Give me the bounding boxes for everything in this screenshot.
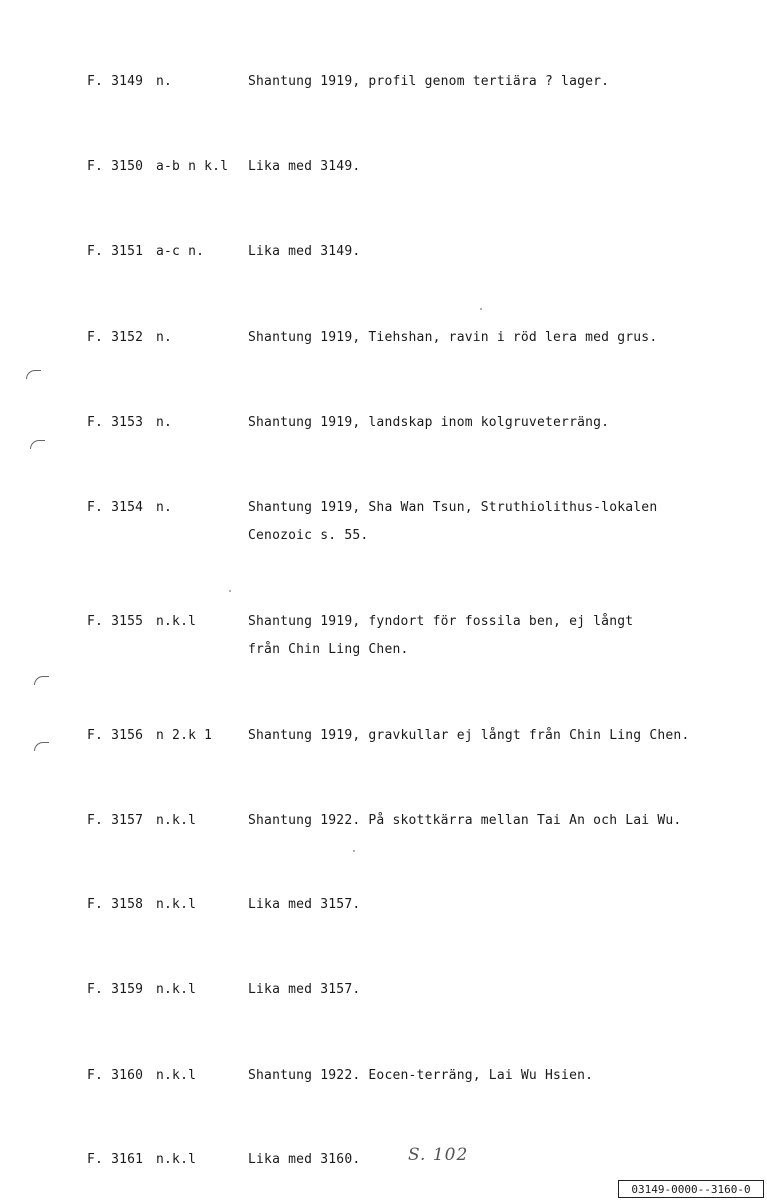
entry-description (248, 976, 748, 1004)
entry-description (248, 1146, 748, 1174)
entry-description (248, 494, 748, 550)
entry-code: a-c n. (156, 244, 205, 259)
entry-code: n.k.l (156, 1068, 197, 1083)
entry-code: n. (156, 500, 173, 515)
description-line: Lika med 3149. (248, 159, 361, 174)
entry-description (248, 68, 748, 96)
paper-speck (353, 850, 355, 852)
paper-speck (229, 590, 231, 592)
description-line: Shantung 1919, profil genom tertiära ? lager. (248, 74, 610, 89)
description-line: Shantung 1919, Sha Wan Tsun, Struthiolithus-lokalen (248, 500, 658, 515)
entry-description (248, 409, 748, 437)
margin-mark (26, 370, 41, 379)
entry-number: F. 3154 (87, 500, 144, 515)
entry-number: F. 3150 (87, 159, 144, 174)
entry-number: F. 3151 (87, 244, 144, 259)
entry-description (248, 153, 748, 181)
archive-stamp: 03149-0000--3160-0 (618, 1180, 764, 1198)
description-line: Shantung 1919, fyndort för fossila ben, ej långt (248, 614, 634, 629)
entry-number: F. 3152 (87, 330, 144, 345)
entry-description (248, 722, 748, 750)
entry-description (248, 807, 748, 835)
entry-number: F. 3157 (87, 813, 144, 828)
entry-number: F. 3161 (87, 1152, 144, 1167)
entry-code: n.k.l (156, 813, 197, 828)
entry-number: F. 3149 (87, 74, 144, 89)
entry-description (248, 238, 748, 266)
entry-code: n.k.l (156, 897, 197, 912)
description-line: Lika med 3149. (248, 244, 361, 259)
entry-number: F. 3155 (87, 614, 144, 629)
entry-code: a-b n k.l (156, 159, 229, 174)
description-line: Shantung 1922. På skottkärra mellan Tai An och Lai Wu. (248, 813, 682, 828)
description-line: Shantung 1919, gravkullar ej långt från Chin Ling Chen. (248, 728, 690, 743)
entry-description (248, 891, 748, 919)
description-line: Lika med 3157. (248, 897, 361, 912)
margin-mark (34, 742, 49, 751)
description-line: Shantung 1919, Tiehshan, ravin i röd lera med grus. (248, 330, 658, 345)
description-line: Lika med 3160. (248, 1152, 361, 1167)
entry-code: n. (156, 74, 173, 89)
entry-code: n. (156, 415, 173, 430)
entry-code: n. (156, 330, 173, 345)
entry-description (248, 324, 748, 352)
description-line: från Chin Ling Chen. (248, 642, 409, 657)
paper-speck (480, 308, 482, 310)
entry-code: n 2.k 1 (156, 728, 213, 743)
description-line: Lika med 3157. (248, 982, 361, 997)
entry-number: F. 3153 (87, 415, 144, 430)
description-line: Shantung 1919, landskap inom kolgruveterräng. (248, 415, 610, 430)
margin-mark (30, 440, 45, 449)
margin-mark (34, 676, 49, 685)
entry-number: F. 3156 (87, 728, 144, 743)
entry-code: n.k.l (156, 982, 197, 997)
entry-number: F. 3159 (87, 982, 144, 997)
entry-code: n.k.l (156, 614, 197, 629)
entry-code: n.k.l (156, 1152, 197, 1167)
entry-number: F. 3160 (87, 1068, 144, 1083)
entry-description (248, 608, 748, 664)
entry-number: F. 3158 (87, 897, 144, 912)
handwritten-page-note: S. 102 (408, 1145, 469, 1165)
description-line: Shantung 1922. Eocen-terräng, Lai Wu Hsien. (248, 1068, 594, 1083)
description-line: Cenozoic s. 55. (248, 528, 369, 543)
entry-description (248, 1062, 748, 1090)
